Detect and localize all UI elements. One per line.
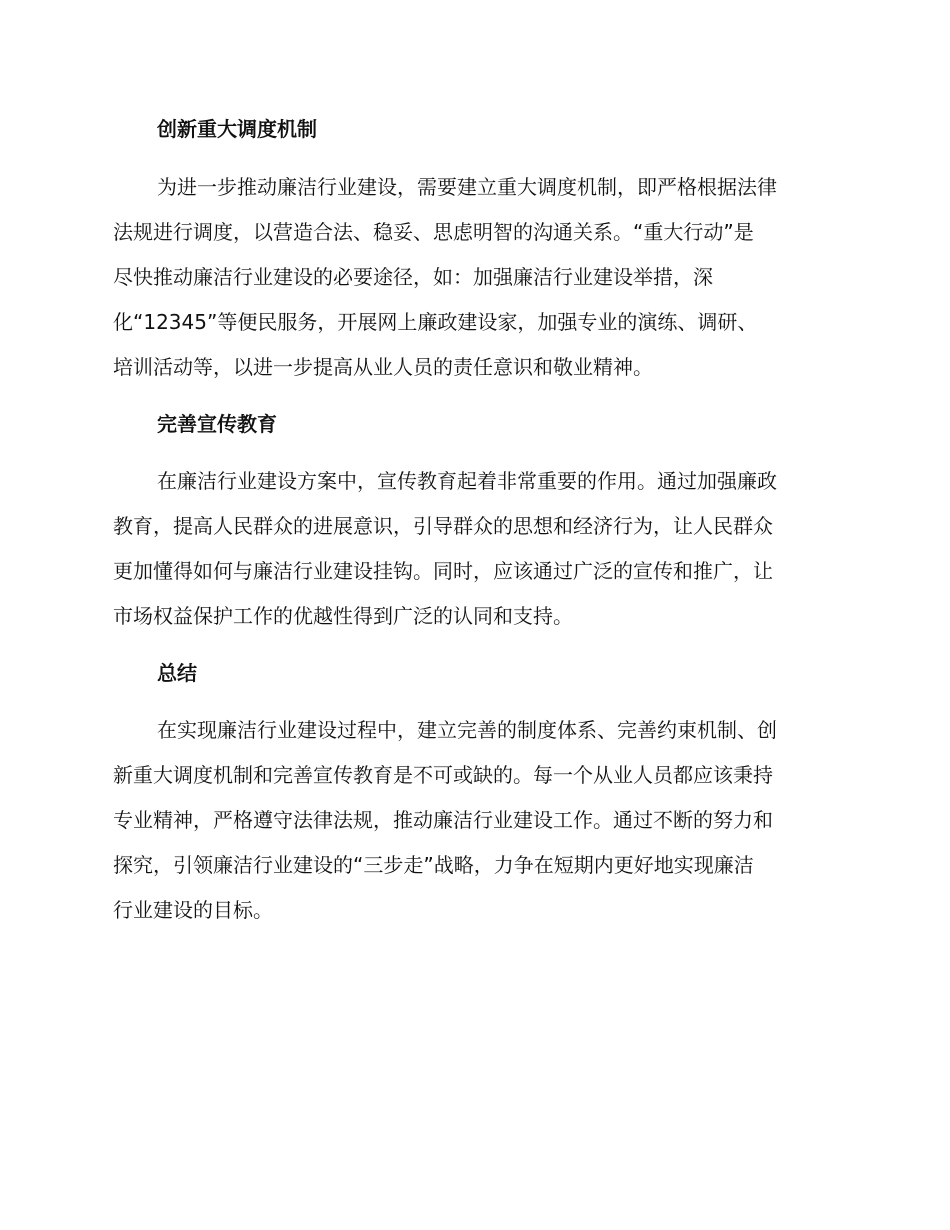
paragraph-line: 行业建设的目标。: [113, 898, 273, 922]
section-heading-summary: 总结: [157, 661, 197, 685]
paragraph-line: 更加懂得如何与廉洁行业建设挂钩。同时，应该通过广泛的宣传和推广，让: [113, 559, 773, 583]
section-heading-education: 完善宣传教育: [157, 412, 277, 436]
paragraph-line: 教育，提高人民群众的进展意识，引导群众的思想和经济行为，让人民群众: [113, 514, 773, 538]
paragraph-line: 为进一步推动廉洁行业建设，需要建立重大调度机制，即严格根据法律: [157, 175, 777, 199]
paragraph-line: 培训活动等，以进一步提高从业人员的责任意识和敬业精神。: [113, 355, 653, 379]
paragraph-line: 化“12345”等便民服务，开展网上廉政建设家，加强专业的演练、调研、: [113, 310, 758, 334]
paragraph-line: 探究，引领廉洁行业建设的“三步走”战略，力争在短期内更好地实现廉洁: [113, 853, 754, 877]
paragraph-line: 市场权益保护工作的优越性得到广泛的认同和支持。: [113, 604, 573, 628]
section-heading-mechanism: 创新重大调度机制: [157, 117, 317, 141]
paragraph-line: 专业精神，严格遵守法律法规，推动廉洁行业建设工作。通过不断的努力和: [113, 808, 773, 832]
paragraph-line: 法规进行调度，以营造合法、稳妥、思虑明智的沟通关系。“重大行动”是: [113, 220, 754, 244]
paragraph-line: 尽快推动廉洁行业建设的必要途径，如：加强廉洁行业建设举措，深: [113, 265, 713, 289]
paragraph-line: 在实现廉洁行业建设过程中，建立完善的制度体系、完善约束机制、创: [157, 718, 777, 742]
paragraph-line: 在廉洁行业建设方案中，宣传教育起着非常重要的作用。通过加强廉政: [157, 469, 777, 493]
paragraph-line: 新重大调度机制和完善宣传教育是不可或缺的。每一个从业人员都应该秉持: [113, 763, 773, 787]
